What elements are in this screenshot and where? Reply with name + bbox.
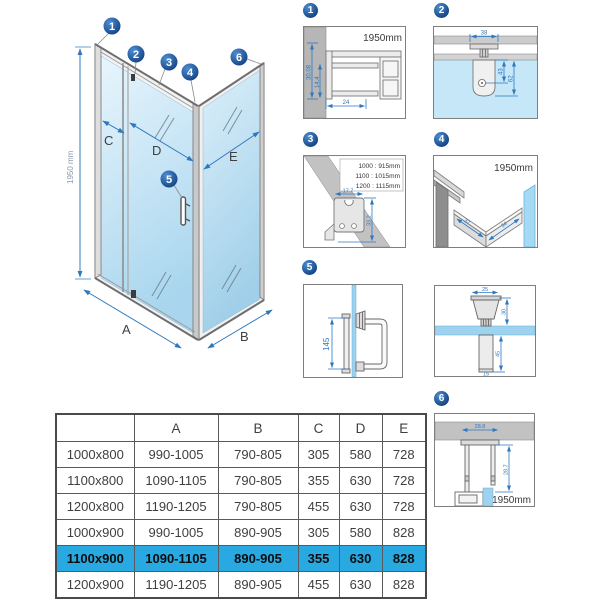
cell-e: 828 — [382, 546, 426, 572]
detail-badge-3: 3 — [303, 132, 318, 147]
cell-d: 580 — [339, 520, 382, 546]
height-dimension-label: 1950 mm — [66, 150, 75, 184]
glass-strip — [435, 326, 535, 335]
callout-6: 6 — [235, 52, 243, 64]
cell-b: 890-905 — [218, 546, 298, 572]
hinge-plate — [473, 60, 495, 96]
detail-panel-2 — [433, 26, 538, 119]
cell-b: 890-905 — [218, 572, 298, 599]
cell-size: 1100x900 — [56, 546, 134, 572]
cell-a: 1190-1205 — [134, 572, 218, 599]
callout-1: 1 — [108, 21, 116, 33]
cell-b: 890-905 — [218, 520, 298, 546]
detail-badge-1: 1 — [303, 3, 318, 18]
knob-dim-30: 30 — [501, 308, 508, 315]
cell-a: 1090-1105 — [134, 468, 218, 494]
shower-enclosure-diagram — [2, 2, 302, 410]
handle-inner-bar — [342, 314, 350, 373]
detail-badge-6: 6 — [434, 391, 449, 406]
header-a: A — [134, 414, 218, 442]
table-row — [56, 468, 426, 494]
table-row — [56, 520, 426, 546]
cell-d: 630 — [339, 468, 382, 494]
cell-c: 455 — [298, 572, 339, 599]
cell-a: 990-1005 — [134, 442, 218, 468]
panel1-height: 1950mm — [363, 33, 402, 44]
cell-c: 455 — [298, 494, 339, 520]
front-panel — [95, 44, 199, 340]
panel1-dim-24: 24 — [342, 100, 350, 106]
handle-mounts — [356, 311, 365, 371]
panel1-dim-30: 30.08 — [306, 64, 313, 80]
table-header-row — [56, 414, 426, 442]
panel3-size-1: 1000 : 915mm — [358, 163, 400, 170]
detail-badge-5: 5 — [302, 260, 317, 275]
cell-size: 1200x900 — [56, 572, 134, 599]
cell-size: 1000x900 — [56, 520, 134, 546]
panel4-height: 1950mm — [494, 163, 533, 174]
corner-profiles — [434, 170, 535, 247]
top-pivot-pin — [131, 74, 135, 81]
knob-dim-45: 45 — [495, 350, 502, 357]
dim-label-b: B — [240, 329, 249, 344]
cell-c: 355 — [298, 546, 339, 572]
cell-c: 355 — [298, 468, 339, 494]
callout-5: 5 — [165, 174, 173, 186]
detail-panel-3 — [303, 155, 406, 248]
detail-badge-4: 4 — [434, 132, 449, 147]
panel2-dim-43: 43 — [498, 68, 505, 75]
glass-edge — [352, 285, 356, 377]
detail-panel-knob — [434, 285, 536, 377]
callout-4: 4 — [186, 67, 194, 79]
panel3-size-2: 1100 : 1015mm — [355, 173, 400, 180]
panel3-dim-right: 33.2 — [366, 215, 373, 226]
dim-label-d: D — [152, 143, 162, 158]
panel6-height: 1950mm — [492, 495, 531, 506]
dim-label-c: C — [104, 133, 114, 148]
table-row — [56, 572, 426, 599]
panel2-dim-62: 62 — [508, 75, 515, 82]
detail-panel-4 — [433, 155, 538, 248]
panel3-size-3: 1200 : 1115mm — [355, 183, 400, 190]
panel4-dim-right: 34 — [500, 220, 509, 230]
detail-panel-5 — [303, 284, 403, 378]
knob-head — [471, 296, 501, 326]
callout-3: 3 — [165, 57, 173, 69]
profile-section — [326, 51, 401, 99]
header-size — [56, 414, 134, 442]
cell-b: 790-805 — [218, 468, 298, 494]
cell-e: 728 — [382, 494, 426, 520]
knob-dim-15: 15 — [482, 371, 490, 376]
cell-e: 728 — [382, 468, 426, 494]
detail-panel-1 — [303, 26, 406, 119]
cell-d: 630 — [339, 572, 382, 599]
cell-a: 990-1005 — [134, 520, 218, 546]
table-row-highlighted — [56, 546, 426, 572]
cell-d: 630 — [339, 494, 382, 520]
header-c: C — [298, 414, 339, 442]
panel3-dim-top: 17.7 — [342, 188, 354, 195]
panel6-dim-top: 28.8 — [474, 424, 486, 430]
dim-label-e: E — [229, 149, 238, 164]
panel2-dim-38: 38 — [480, 30, 488, 37]
panel5-dim-145: 145 — [322, 337, 331, 351]
size-table — [55, 413, 427, 599]
side-panel — [199, 63, 264, 340]
knob-stem — [479, 335, 493, 372]
panel6-dim-right: 28.7 — [503, 464, 510, 475]
cell-b: 790-805 — [218, 442, 298, 468]
panel1-dim-14: 14.4 — [315, 76, 321, 88]
table-row — [56, 494, 426, 520]
cell-e: 728 — [382, 442, 426, 468]
cell-b: 790-805 — [218, 494, 298, 520]
cell-d: 580 — [339, 442, 382, 468]
panel4-dim-left: 37 — [462, 217, 471, 227]
cell-e: 828 — [382, 572, 426, 599]
bottom-pivot-pin — [131, 290, 136, 298]
header-d: D — [339, 414, 382, 442]
knob-dim-25: 25 — [481, 287, 489, 293]
handle-outer — [364, 319, 387, 369]
cell-a: 1190-1205 — [134, 494, 218, 520]
table-row — [56, 442, 426, 468]
header-e: E — [382, 414, 426, 442]
detail-badge-2: 2 — [434, 3, 449, 18]
header-b: B — [218, 414, 298, 442]
cell-c: 305 — [298, 442, 339, 468]
dim-label-a: A — [122, 322, 131, 337]
top-rail-1 — [434, 36, 537, 44]
cell-d: 630 — [339, 546, 382, 572]
cell-c: 305 — [298, 520, 339, 546]
cell-size: 1200x800 — [56, 494, 134, 520]
cell-size: 1100x800 — [56, 468, 134, 494]
detail-panel-6 — [434, 413, 535, 507]
callout-2: 2 — [132, 49, 140, 61]
cell-a: 1090-1105 — [134, 546, 218, 572]
cell-e: 828 — [382, 520, 426, 546]
cell-size: 1000x800 — [56, 442, 134, 468]
